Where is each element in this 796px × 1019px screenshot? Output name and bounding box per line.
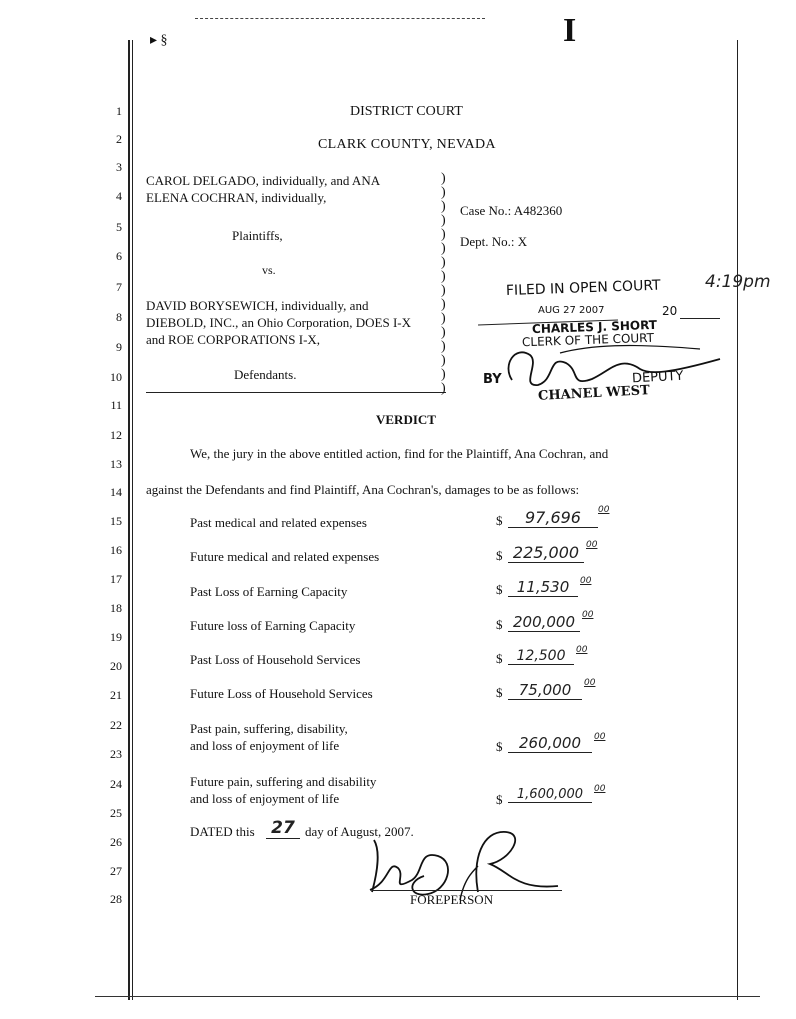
defendants-line-1: DAVID BORYSEWICH, individually, and	[146, 298, 369, 313]
top-dash-line	[195, 18, 485, 19]
stamp-deputy-label: DEPUTY	[631, 368, 684, 387]
right-margin-line	[737, 40, 738, 1000]
court-county: CLARK COUNTY, NEVADA	[318, 137, 496, 152]
line-number: 8	[116, 310, 122, 324]
plaintiffs-line-1: CAROL DELGADO, individually, and ANA	[146, 173, 381, 188]
dated-suffix: day of August, 2007.	[305, 824, 414, 839]
currency-sign: $	[496, 548, 503, 563]
line-number: 20	[110, 659, 122, 673]
foreperson-label: FOREPERSON	[410, 892, 494, 907]
cents-mark: 00	[584, 678, 596, 688]
damage-amount: 11,530	[508, 578, 578, 597]
damage-label: Past Loss of Earning Capacity	[190, 584, 348, 599]
line-number: 17	[110, 572, 122, 586]
damage-amount: 200,000	[508, 613, 580, 632]
currency-sign: $	[496, 513, 503, 528]
line-number: 15	[110, 514, 122, 528]
currency-sign: $	[496, 651, 503, 666]
corner-mark: ▸ §	[150, 33, 168, 48]
currency-sign: $	[496, 739, 503, 754]
line-number: 16	[110, 543, 122, 557]
line-number: 25	[110, 806, 122, 820]
cents-mark: 00	[594, 784, 606, 794]
line-number: 10	[110, 370, 122, 384]
line-number: 3	[116, 160, 122, 174]
department-number: Dept. No.: X	[460, 234, 528, 249]
damage-label-continued: and loss of enjoyment of life	[190, 738, 340, 753]
versus-label: vs.	[262, 263, 276, 277]
cents-mark: 00	[576, 645, 588, 655]
stamp-date-line-right	[680, 318, 720, 319]
bottom-border	[95, 996, 760, 997]
line-number: 14	[110, 485, 122, 499]
signature-line	[372, 890, 562, 891]
stamp-time: 4:19pm	[705, 272, 771, 292]
line-number: 18	[110, 601, 122, 615]
stamp-year-prefix: 20	[662, 304, 678, 318]
damage-label: Past Loss of Household Services	[190, 652, 361, 667]
line-number: 22	[110, 718, 122, 732]
damage-amount: 97,696	[508, 508, 598, 528]
dated-day: 27	[266, 818, 300, 839]
damage-amount: 225,000	[508, 543, 584, 563]
currency-sign: $	[496, 685, 503, 700]
damage-label: Past pain, suffering, disability,	[190, 721, 348, 736]
damage-amount: 75,000	[508, 681, 582, 700]
stamp-date: AUG 27 2007	[538, 305, 605, 316]
damage-label: Future pain, suffering and disability	[190, 774, 377, 789]
currency-sign: $	[496, 582, 503, 597]
line-number: 4	[116, 189, 122, 203]
line-number: 28	[110, 892, 122, 906]
line-number: 13	[110, 457, 122, 471]
line-number: 27	[110, 864, 122, 878]
dated-prefix: DATED this	[190, 824, 255, 839]
defendants-label: Defendants.	[234, 367, 297, 382]
verdict-paragraph-line-2: against the Defendants and find Plaintiff, Ana Cochran's, damages to be as follows:	[146, 482, 580, 497]
currency-sign: $	[496, 617, 503, 632]
cents-mark: 00	[580, 576, 592, 586]
stamp-filed-label: FILED IN OPEN COURT	[505, 277, 661, 299]
stamp-clerk-title: CLERK OF THE COURT	[521, 330, 655, 350]
cents-mark: 00	[586, 540, 598, 550]
verdict-paragraph-line-1: We, the jury in the above entitled action, find for the Plaintiff, Ana Cochran, and	[190, 446, 609, 461]
line-number: 23	[110, 747, 122, 761]
damage-label: Future medical and related expenses	[190, 549, 380, 564]
line-number: 1	[116, 104, 122, 118]
line-number: 9	[116, 340, 122, 354]
deputy-signature	[500, 335, 730, 395]
line-number: 7	[116, 280, 122, 294]
line-number: 2	[116, 132, 122, 146]
caption-underline	[146, 392, 446, 393]
damage-label-continued: and loss of enjoyment of life	[190, 791, 340, 806]
left-margin-line-outer	[128, 40, 130, 1000]
line-number: 12	[110, 428, 122, 442]
line-number: 6	[116, 249, 122, 263]
damage-label: Future loss of Earning Capacity	[190, 618, 356, 633]
line-number: 11	[110, 398, 122, 412]
court-title: DISTRICT COURT	[350, 104, 463, 119]
stamp-by-label: BY	[483, 372, 502, 387]
plaintiffs-label: Plaintiffs,	[232, 228, 283, 243]
damage-amount: 1,600,000	[508, 787, 592, 803]
cents-mark: 00	[598, 505, 610, 515]
cents-mark: 00	[594, 732, 606, 742]
defendants-line-2: DIEBOLD, INC., an Ohio Corporation, DOES I-X	[146, 315, 412, 330]
defendants-line-3: and ROE CORPORATIONS I-X,	[146, 332, 321, 347]
cents-mark: 00	[582, 610, 594, 620]
damage-label: Future Loss of Household Services	[190, 686, 373, 701]
damage-amount: 260,000	[508, 734, 592, 753]
case-number: Case No.: A482360	[460, 203, 563, 218]
line-number: 5	[116, 220, 122, 234]
left-margin-line-inner	[132, 40, 133, 1000]
damage-label: Past medical and related expenses	[190, 515, 367, 530]
stamp-deputy-name: CHANEL WEST	[537, 383, 651, 404]
damage-amount: 12,500	[508, 648, 574, 665]
currency-sign: $	[496, 792, 503, 807]
line-number: 19	[110, 630, 122, 644]
plaintiffs-line-2: ELENA COCHRAN, individually,	[146, 190, 327, 205]
line-number: 21	[110, 688, 122, 702]
page-indicator: I	[563, 12, 577, 49]
line-number: 24	[110, 777, 122, 791]
verdict-heading: VERDICT	[376, 412, 436, 427]
line-number: 26	[110, 835, 122, 849]
stamp-clerk-name: CHARLES J. SHORT	[531, 317, 658, 337]
